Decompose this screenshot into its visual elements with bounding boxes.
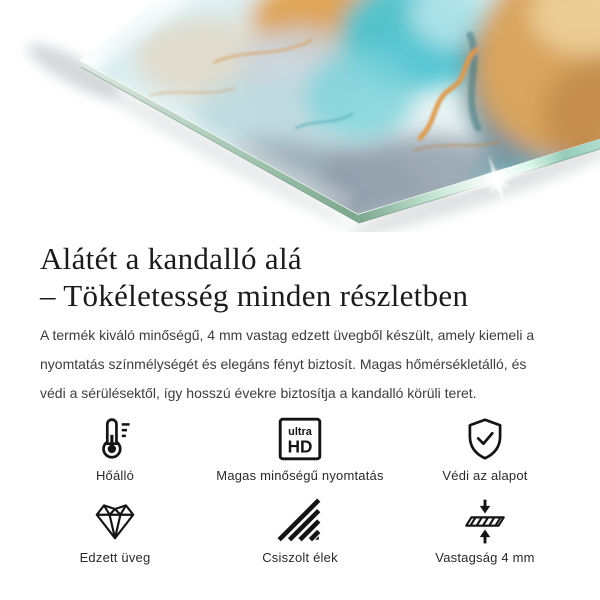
- feature-heat-resistant: [40, 414, 190, 483]
- feature-label: Hőálló: [95, 468, 135, 483]
- feature-grid: [40, 414, 560, 578]
- thickness-icon: [460, 496, 510, 546]
- diamond-icon: [90, 496, 140, 546]
- ultra-hd-icon-text-hd: HD: [287, 436, 313, 457]
- polished-edges-icon: [275, 496, 325, 546]
- page-title-line2: – Tökéletesség minden részletben: [40, 278, 469, 313]
- feature-label: Csiszolt élek: [262, 550, 338, 565]
- ultra-hd-icon: [275, 414, 325, 464]
- product-description-section: [0, 240, 600, 408]
- ultra-hd-icon-text-ultra: ultra: [288, 425, 312, 438]
- feature-print-quality: [193, 414, 407, 483]
- product-description: A termék kiváló minőségű, 4 mm vastag edzett üvegből készült, amely kiemeli a nyomtatás színmélységét és elegáns fényt biztosít. Magas hőmérsékletálló, és védi a sérülésektől, így hosszú évekre biztosítja a kandalló körüli teret.: [40, 327, 535, 401]
- feature-protects-base: [410, 414, 560, 483]
- feature-label: Edzett üveg: [79, 550, 151, 565]
- shield-check-icon: [460, 414, 510, 464]
- thermometer-icon: [90, 414, 140, 464]
- feature-polished-edges: [193, 496, 407, 565]
- feature-label: Magas minőségű nyomtatás: [216, 468, 384, 483]
- feature-tempered-glass: [40, 496, 190, 565]
- page-title-line1: Alátét a kandalló alá: [40, 241, 302, 276]
- feature-label: Védi az alapot: [442, 468, 528, 483]
- feature-thickness: [410, 496, 560, 565]
- feature-label: Vastagság 4 mm: [435, 550, 535, 565]
- glass-panel-illustration: [0, 0, 600, 232]
- product-image: [0, 0, 600, 232]
- page-title: [40, 240, 560, 314]
